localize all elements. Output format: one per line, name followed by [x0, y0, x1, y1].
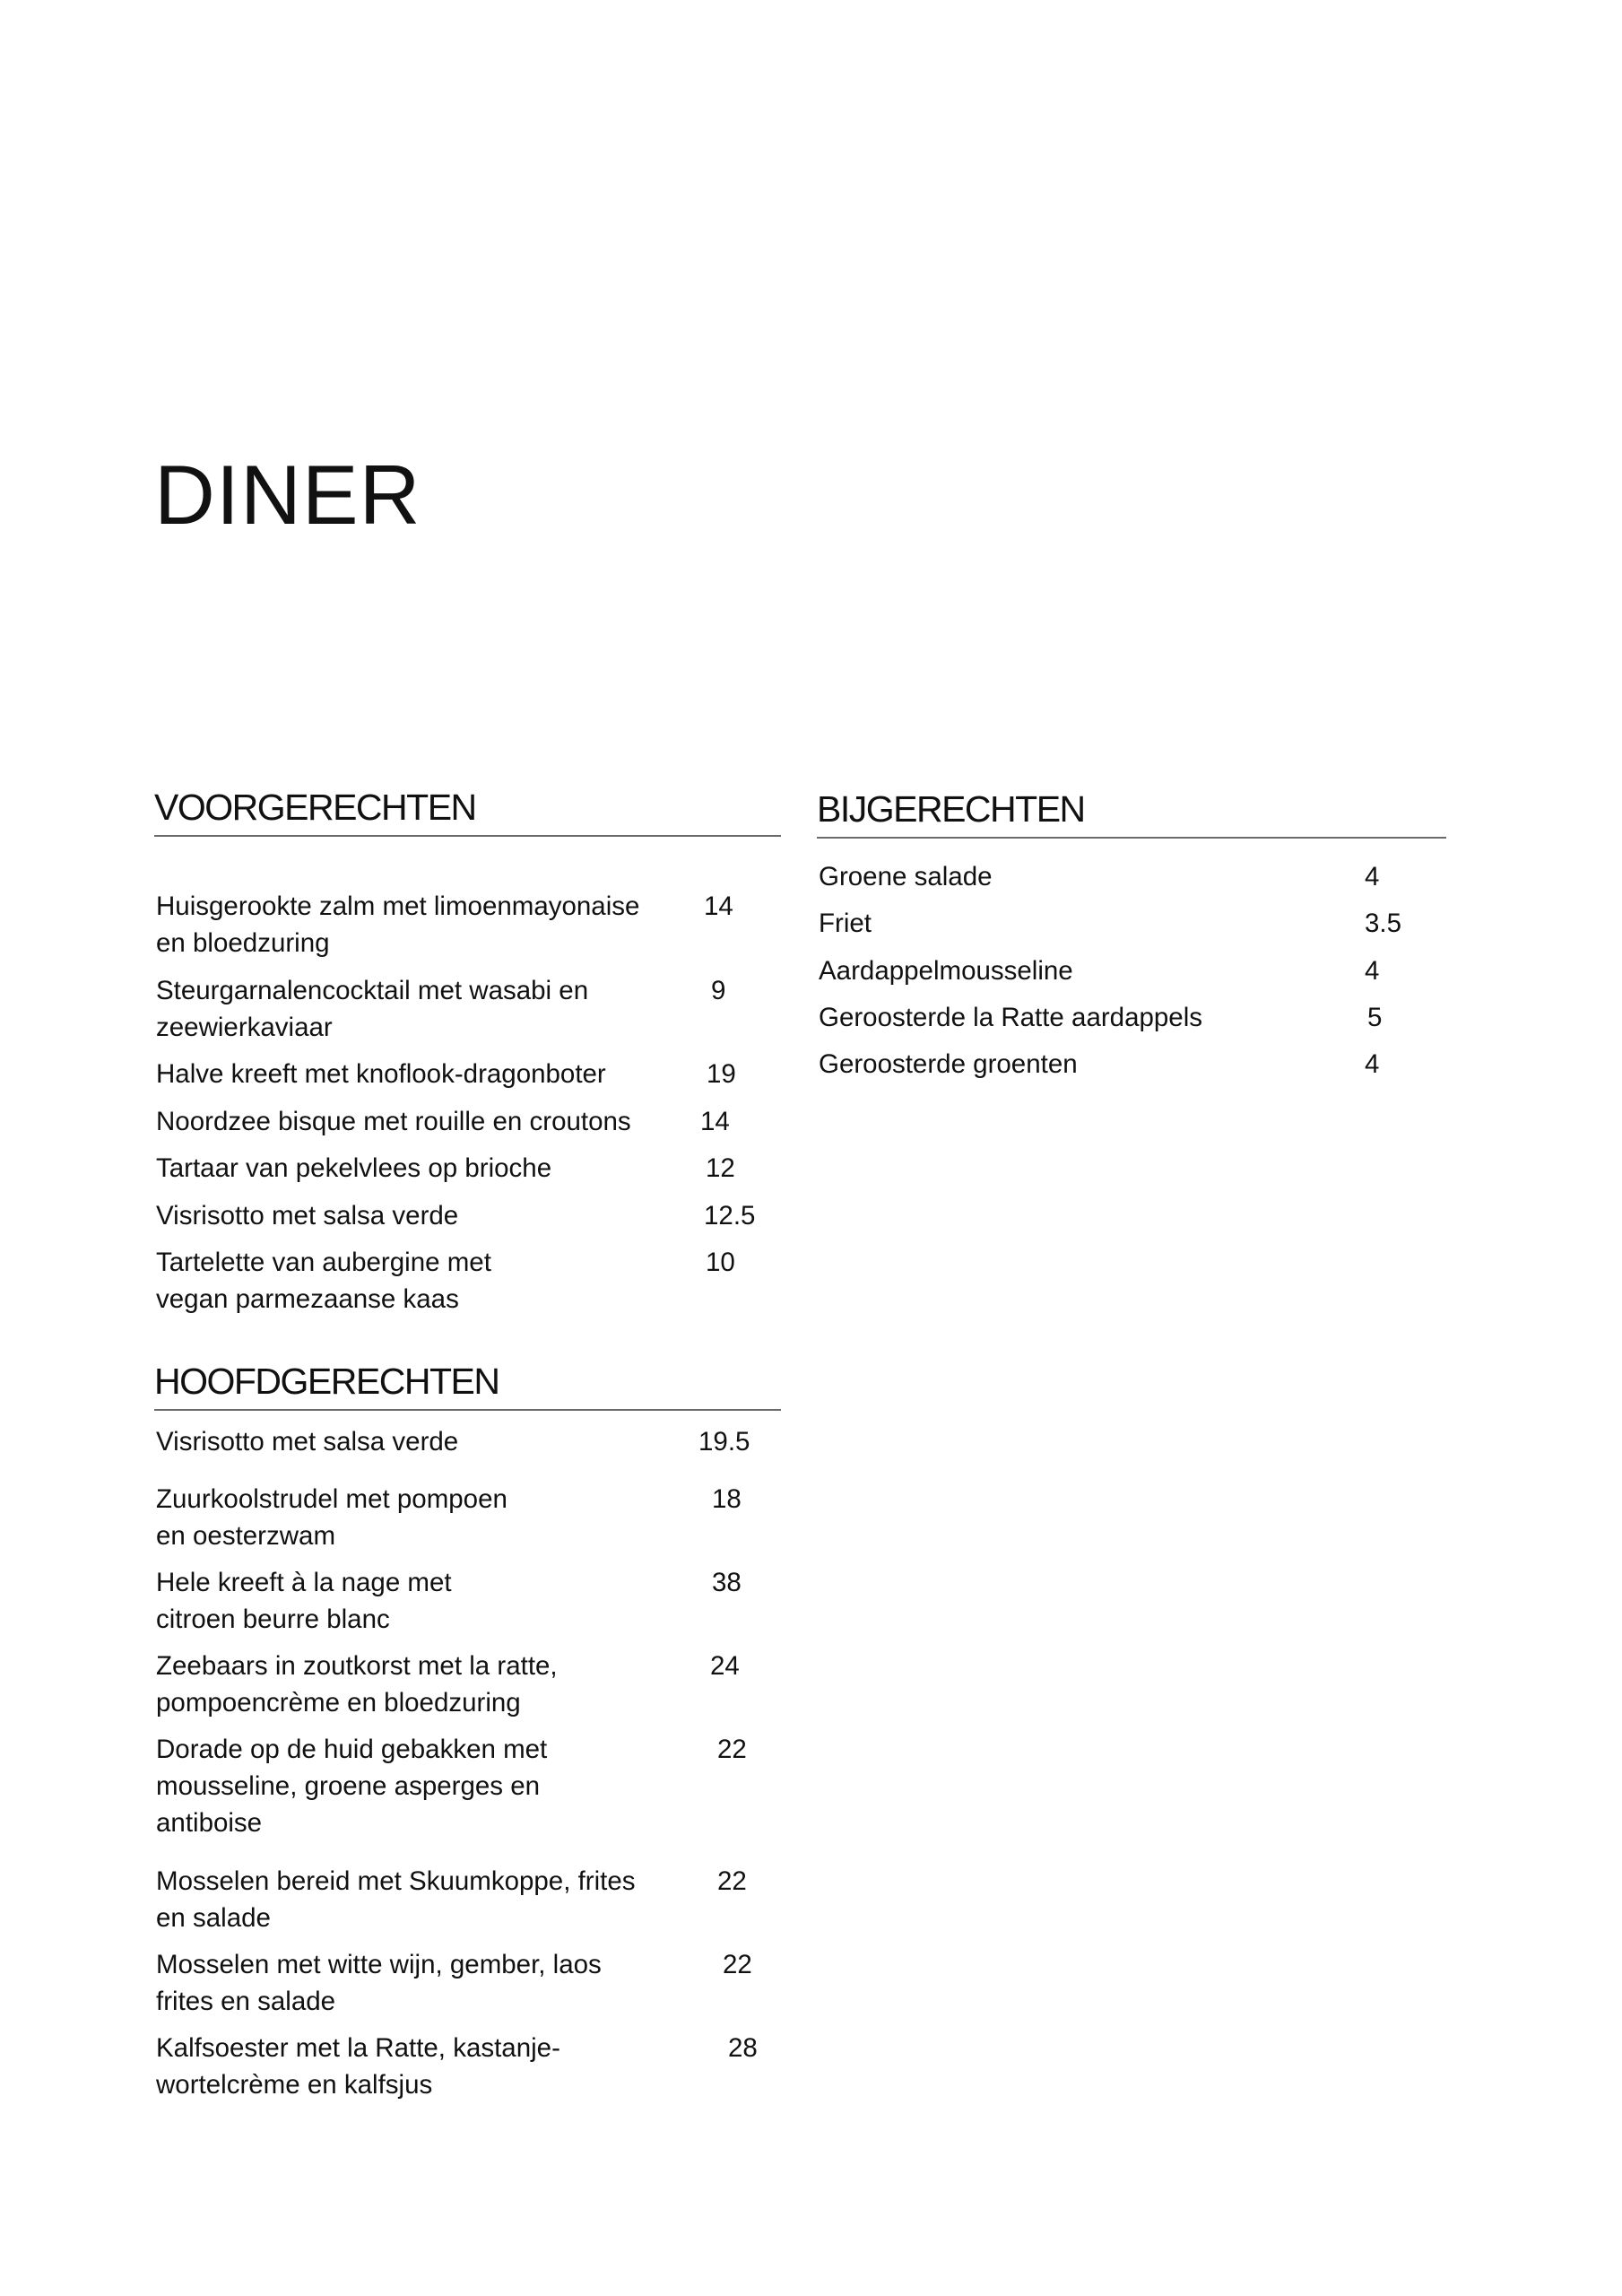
menu-item-price: 14 — [704, 891, 733, 921]
menu-list-hoofdgerechten — [154, 1423, 781, 2123]
menu-item-name: Visrisotto met salsa verde — [156, 1427, 459, 1457]
menu-item-name: Zeebaars in zoutkorst met la ratte, pompoencrème en bloedzuring — [156, 1651, 558, 1718]
menu-item-name: Groene salade — [819, 862, 993, 891]
menu-item-name: Steurgarnalencocktail met wasabi en zeewierkaviaar — [156, 976, 589, 1042]
menu-item-name: Friet — [819, 909, 872, 938]
section-heading-bijgerechten: BIJGERECHTEN — [817, 791, 1446, 839]
menu-item-price: 19 — [707, 1059, 736, 1089]
menu-item-price: 4 — [1365, 1049, 1380, 1079]
menu-item-name: Geroosterde la Ratte aardappels — [819, 1003, 1203, 1032]
menu-item-price: 19.5 — [698, 1427, 750, 1457]
menu-item-price: 12 — [706, 1153, 735, 1183]
menu-item-name: Hele kreeft à la nage met citroen beurre blanc — [156, 1568, 452, 1634]
section-hoofdgerechten — [154, 1363, 781, 2123]
menu-item-price: 4 — [1365, 956, 1380, 986]
menu-item-price: 22 — [717, 1866, 747, 1896]
menu-item-price: 9 — [711, 976, 726, 1005]
menu-item-price: 3.5 — [1365, 909, 1402, 938]
menu-item-name: Kalfsoester met la Ratte, kastanje- wortelcrème en kalfsjus — [156, 2033, 560, 2100]
menu-list-voorgerechten — [154, 888, 781, 1318]
menu-item-price: 28 — [728, 2033, 758, 2063]
menu-item-name: Noordzee bisque met rouille en croutons — [156, 1107, 631, 1136]
menu-item-name: Tartaar van pekelvlees op brioche — [156, 1153, 552, 1183]
menu-list-bijgerechten — [817, 858, 1446, 1083]
menu-item-price: 22 — [723, 1950, 752, 1979]
menu-item-price: 5 — [1367, 1003, 1383, 1032]
menu-item-name: Tartelette van aubergine met vegan parmezaanse kaas — [156, 1248, 491, 1314]
section-heading-voorgerechten: VOORGERECHTEN — [154, 789, 781, 837]
menu-item-name: Visrisotto met salsa verde — [156, 1201, 459, 1231]
menu-item-price: 14 — [700, 1107, 730, 1136]
section-voorgerechten — [154, 789, 781, 1318]
menu-item-price: 4 — [1365, 862, 1380, 891]
menu-item-price: 22 — [717, 1735, 747, 1764]
menu-item-price: 10 — [706, 1248, 735, 1277]
menu-item-price: 24 — [710, 1651, 740, 1681]
menu-item-name: Aardappelmousseline — [819, 956, 1073, 986]
menu-item-price: 12.5 — [704, 1201, 756, 1231]
menu-item-name: Mosselen met witte wijn, gember, laos frites en salade — [156, 1950, 602, 2016]
section-heading-hoofdgerechten: HOOFDGERECHTEN — [154, 1363, 781, 1411]
menu-item-name: Mosselen bereid met Skuumkoppe, frites en salade — [156, 1866, 636, 1933]
menu-item-price: 18 — [712, 1484, 742, 1514]
menu-item-name: Huisgerookte zalm met limoenmayonaise en bloedzuring — [156, 891, 640, 958]
menu-item-name: Geroosterde groenten — [819, 1049, 1078, 1079]
menu-item-price: 38 — [712, 1568, 742, 1597]
menu-item-name: Dorade op de huid gebakken met mousseline, groene asperges en antiboise — [156, 1735, 548, 1838]
page-title: DINER — [154, 448, 421, 542]
section-bijgerechten — [817, 788, 1446, 1083]
menu-item-name: Halve kreeft met knoflook-dragonboter — [156, 1059, 606, 1089]
menu-item-name: Zuurkoolstrudel met pompoen en oesterzwam — [156, 1484, 507, 1551]
